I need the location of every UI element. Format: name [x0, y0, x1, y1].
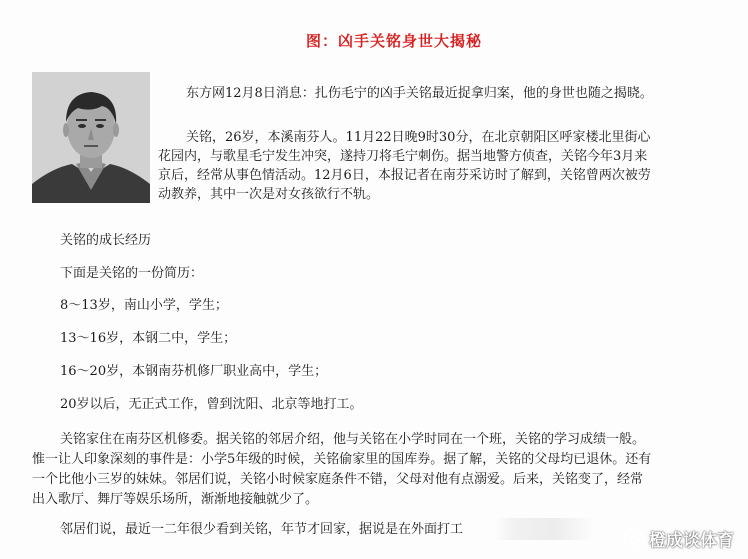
watermark: [623, 526, 734, 551]
neighbors-paragraph: 邻居们说，最近一二年很少看到关铭，年节才回家，据说是在外面打工: [60, 522, 464, 537]
blur-mask: [494, 518, 594, 540]
portrait-photo-icon: [32, 72, 150, 203]
watermark-text: 橙成谈体育: [649, 531, 734, 551]
article-title: 图：凶手关铭身世大揭秘: [305, 32, 482, 50]
section-heading: 关铭的成长经历: [60, 233, 152, 248]
logo-icon: [623, 528, 645, 550]
resume-item: 16～20岁，本钢南芬机修厂职业高中，学生；: [60, 364, 328, 379]
family-paragraph: 关铭家住在南芬区机修委。据关铭的邻居介绍，他与关铭在小学时同在一个班，关铭的学习成绩一般。惟一让人印象深刻的事件是：小学5年级的时候，关铭偷家里的国库券。据了解，关铭的父母均已退休。还有一个比他小三岁的妹妹。邻居们说，关铭小时候家庭条件不错，父母对他有点溺爱。后来，关铭变了，经常出入歌厅、舞厅等娱乐场所，渐渐地接触就少了。: [32, 432, 652, 507]
intro-paragraph: 东方网12月8日消息：扎伤毛宁的凶手关铭最近捉拿归案，他的身世也随之揭晓。: [186, 86, 653, 101]
resume-item: 8～13岁，南山小学，学生；: [60, 298, 228, 313]
portrait-photo: [32, 72, 150, 203]
resume-intro: 下面是关铭的一份简历：: [60, 266, 204, 281]
main-paragraph: 关铭，26岁，本溪南芬人。11月22日晚9时30分，在北京朝阳区呼家楼北里街心花园内，与歌星毛宁发生冲突，遂持刀将毛宁刺伤。据当地警方侦查，关铭今年3月来京后，经常从事色情活动。12月6日，本报记者在南芬采访时了解到，关铭曾两次被劳动教养，其中一次是对女孩欲行不轨。: [158, 130, 651, 202]
resume-item: 20岁以后，无正式工作，曾到沈阳、北京等地打工。: [60, 397, 363, 412]
resume-item: 13～16岁，本钢二中，学生；: [60, 331, 237, 346]
